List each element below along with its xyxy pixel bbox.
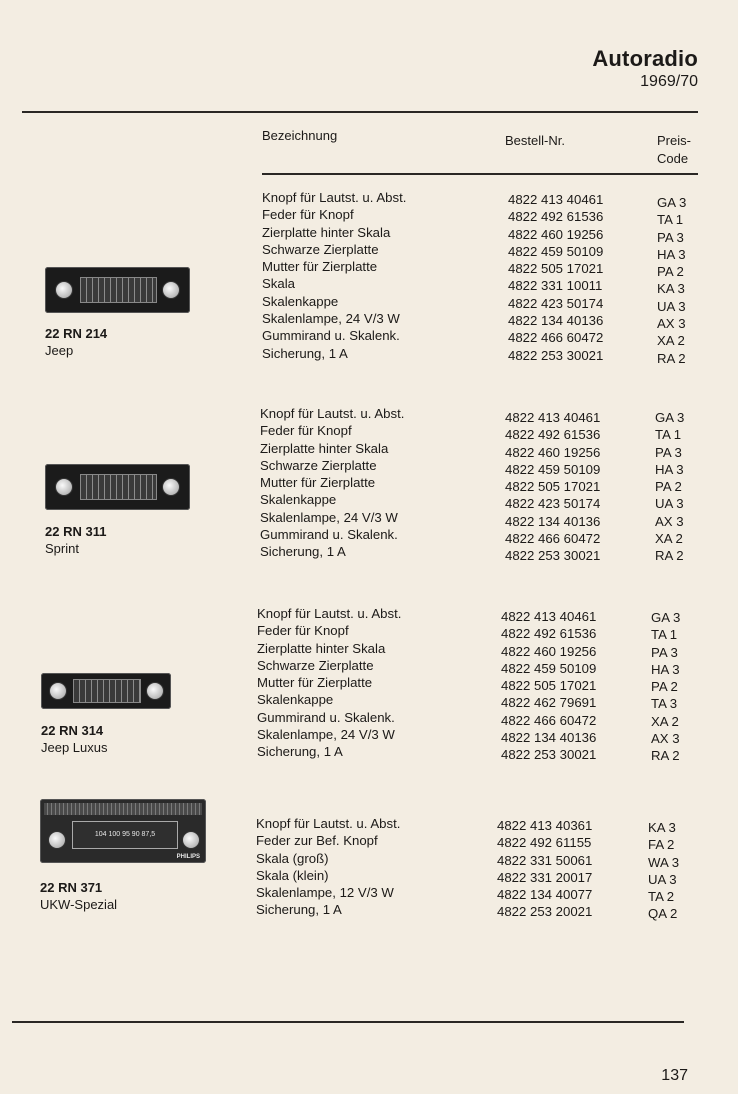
part-order: 4822 505 17021	[505, 479, 601, 495]
part-name: Knopf für Lautst. u. Abst.	[262, 190, 407, 205]
part-order: 4822 134 40136	[501, 730, 597, 746]
part-name: Sicherung, 1 A	[260, 544, 346, 560]
part-name: Zierplatte hinter Skala	[260, 440, 389, 456]
model-name: Jeep	[45, 343, 74, 358]
part-name: Schwarze Zierplatte	[260, 457, 377, 473]
knob-right	[182, 831, 200, 849]
part-order: 4822 466 60472	[508, 330, 604, 346]
part-code: TA 3	[651, 696, 678, 712]
part-order: 4822 253 30021	[505, 548, 601, 564]
col-price-code-line1: Preis-	[657, 133, 691, 148]
brand-logo: PHILIPS	[176, 854, 200, 860]
model-label	[40, 879, 117, 913]
part-name: Feder für Knopf	[260, 423, 352, 439]
model-name: UKW-Spezial	[40, 897, 118, 912]
part-order: 4822 134 40077	[497, 887, 593, 903]
part-order: 4822 460 19256	[505, 444, 601, 460]
part-code: UA 3	[657, 298, 686, 314]
part-order: 4822 505 17021	[508, 261, 604, 277]
part-name: Mutter für Zierplatte	[260, 475, 376, 491]
part-code: UA 3	[648, 871, 677, 887]
part-names	[257, 605, 401, 761]
part-name: Zierplatte hinter Skala	[262, 224, 391, 240]
part-order: 4822 413 40361	[497, 818, 593, 833]
part-code: GA 3	[655, 410, 685, 425]
part-name: Mutter für Zierplatte	[262, 259, 378, 275]
part-name: Sicherung, 1 A	[262, 345, 348, 361]
knob-right	[162, 478, 180, 496]
model-label	[41, 722, 108, 756]
part-code: PA 3	[657, 229, 684, 245]
part-code: AX 3	[651, 731, 680, 747]
knob-left	[55, 281, 73, 299]
part-code: PA 2	[651, 679, 678, 695]
knob-left	[49, 682, 67, 700]
model-code: 22 RN 214	[45, 326, 108, 341]
part-orders	[497, 817, 592, 921]
page-number: 137	[661, 1067, 688, 1084]
part-name: Knopf für Lautst. u. Abst.	[257, 606, 402, 621]
part-name: Skala (klein)	[256, 867, 329, 883]
part-order: 4822 462 79691	[501, 695, 597, 711]
part-order: 4822 253 20021	[497, 904, 593, 920]
part-order: 4822 466 60472	[501, 712, 597, 728]
knob-left	[55, 478, 73, 496]
part-order: 4822 460 19256	[508, 226, 604, 242]
part-name: Skalenlampe, 12 V/3 W	[256, 885, 394, 901]
part-order: 4822 253 30021	[501, 747, 597, 763]
part-code: RA 2	[655, 548, 684, 564]
part-names	[260, 405, 404, 561]
part-code: RA 2	[651, 748, 680, 764]
part-order: 4822 413 40461	[505, 410, 601, 425]
part-code: GA 3	[651, 610, 681, 625]
part-order: 4822 413 40461	[501, 609, 597, 624]
part-code: AX 3	[657, 316, 686, 332]
radio-image	[45, 267, 190, 313]
part-name: Skalenkappe	[262, 293, 339, 309]
part-order: 4822 253 30021	[508, 347, 604, 363]
part-codes	[655, 409, 684, 565]
part-name: Skalenlampe, 24 V/3 W	[260, 509, 398, 525]
part-name: Skala (groß)	[256, 850, 329, 866]
part-name: Gummirand u. Skalenk.	[260, 527, 398, 543]
part-order: 4822 413 40461	[508, 192, 604, 207]
col-designation: Bezeichnung	[262, 128, 338, 143]
part-code: XA 2	[651, 713, 679, 729]
part-name: Skalenlampe, 24 V/3 W	[262, 311, 400, 327]
model-label	[45, 523, 106, 557]
part-codes	[657, 194, 686, 367]
part-order: 4822 331 10011	[508, 278, 603, 294]
part-name: Feder für Knopf	[262, 207, 354, 223]
part-order: 4822 492 61536	[501, 626, 597, 642]
part-name: Skala	[262, 276, 295, 292]
part-code: XA 2	[657, 333, 685, 349]
part-code: WA 3	[648, 854, 680, 870]
part-order: 4822 331 50061	[497, 852, 593, 868]
part-code: HA 3	[657, 246, 686, 262]
part-order: 4822 492 61536	[505, 427, 601, 443]
model-code: 22 RN 311	[45, 524, 107, 539]
knob-left	[48, 831, 66, 849]
part-code: HA 3	[651, 661, 680, 677]
part-codes	[648, 819, 679, 923]
part-code: KA 3	[648, 820, 676, 835]
radio-image	[41, 673, 171, 709]
dial-scale	[80, 474, 157, 500]
radio-top-panel	[44, 803, 202, 815]
part-code: RA 2	[657, 350, 686, 366]
knob-right	[146, 682, 164, 700]
part-code: TA 1	[657, 212, 684, 228]
part-order: 4822 423 50174	[508, 295, 604, 311]
part-order: 4822 459 50109	[505, 461, 601, 477]
model-code: 22 RN 314	[41, 723, 104, 738]
dial-scale	[73, 679, 141, 703]
part-code: HA 3	[655, 461, 684, 477]
part-orders	[501, 608, 596, 764]
part-code: PA 2	[655, 479, 682, 495]
dial-scale: 104 100 95 90 87,5	[72, 821, 178, 849]
part-name: Schwarze Zierplatte	[262, 241, 379, 257]
model-name: Sprint	[45, 541, 79, 556]
part-name: Zierplatte hinter Skala	[257, 640, 386, 656]
part-code: TA 1	[655, 427, 682, 443]
page-subtitle: 1969/70	[640, 73, 698, 90]
part-code: PA 3	[655, 444, 682, 460]
part-name: Gummirand u. Skalenk.	[257, 709, 395, 725]
part-name: Schwarze Zierplatte	[257, 657, 374, 673]
top-rule	[22, 111, 698, 113]
part-code: PA 2	[657, 264, 684, 280]
part-order: 4822 492 61155	[497, 835, 592, 851]
part-name: Gummirand u. Skalenk.	[262, 328, 400, 344]
part-name: Feder für Knopf	[257, 623, 349, 639]
part-code: FA 2	[648, 837, 675, 853]
bottom-rule	[12, 1021, 684, 1023]
model-name: Jeep Luxus	[41, 740, 108, 755]
part-name: Sicherung, 1 A	[257, 744, 343, 760]
model-code: 22 RN 371	[40, 880, 103, 895]
part-code: TA 2	[648, 889, 675, 905]
part-order: 4822 423 50174	[505, 496, 601, 512]
part-order: 4822 466 60472	[505, 531, 601, 547]
knob-right	[162, 281, 180, 299]
part-order: 4822 459 50109	[501, 660, 597, 676]
col-price-code-line2: Code	[657, 151, 689, 166]
part-order: 4822 134 40136	[508, 313, 604, 329]
part-name: Skalenkappe	[257, 692, 334, 708]
part-order: 4822 460 19256	[501, 643, 597, 659]
part-name: Sicherung, 1 A	[256, 902, 342, 918]
part-codes	[651, 609, 680, 765]
part-name: Skalenlampe, 24 V/3 W	[257, 727, 395, 743]
header-rule	[262, 173, 698, 175]
part-code: AX 3	[655, 513, 684, 529]
dial-scale	[80, 277, 157, 303]
part-code: PA 3	[651, 644, 678, 660]
part-name: Skalenkappe	[260, 492, 337, 508]
part-name: Knopf für Lautst. u. Abst.	[256, 816, 401, 831]
part-code: QA 2	[648, 906, 678, 922]
part-orders	[505, 409, 600, 565]
part-names	[256, 815, 400, 919]
part-code: GA 3	[657, 195, 687, 210]
radio-image	[40, 799, 206, 863]
part-code: KA 3	[657, 281, 685, 297]
part-orders	[508, 191, 603, 364]
part-order: 4822 459 50109	[508, 243, 604, 259]
page-title: Autoradio	[592, 46, 698, 71]
model-label	[45, 325, 107, 359]
col-price-code	[657, 132, 691, 168]
part-code: TA 1	[651, 627, 678, 643]
part-order: 4822 492 61536	[508, 209, 604, 225]
part-code: UA 3	[655, 496, 684, 512]
part-order: 4822 134 40136	[505, 513, 601, 529]
part-order: 4822 331 20017	[497, 869, 593, 885]
part-name: Feder zur Bef. Knopf	[256, 833, 378, 849]
radio-image	[45, 464, 190, 510]
part-name: Knopf für Lautst. u. Abst.	[260, 406, 405, 421]
part-name: Mutter für Zierplatte	[257, 675, 373, 691]
col-order-no: Bestell-Nr.	[505, 133, 565, 148]
part-code: XA 2	[655, 531, 683, 547]
part-names	[262, 189, 406, 362]
part-order: 4822 505 17021	[501, 678, 597, 694]
